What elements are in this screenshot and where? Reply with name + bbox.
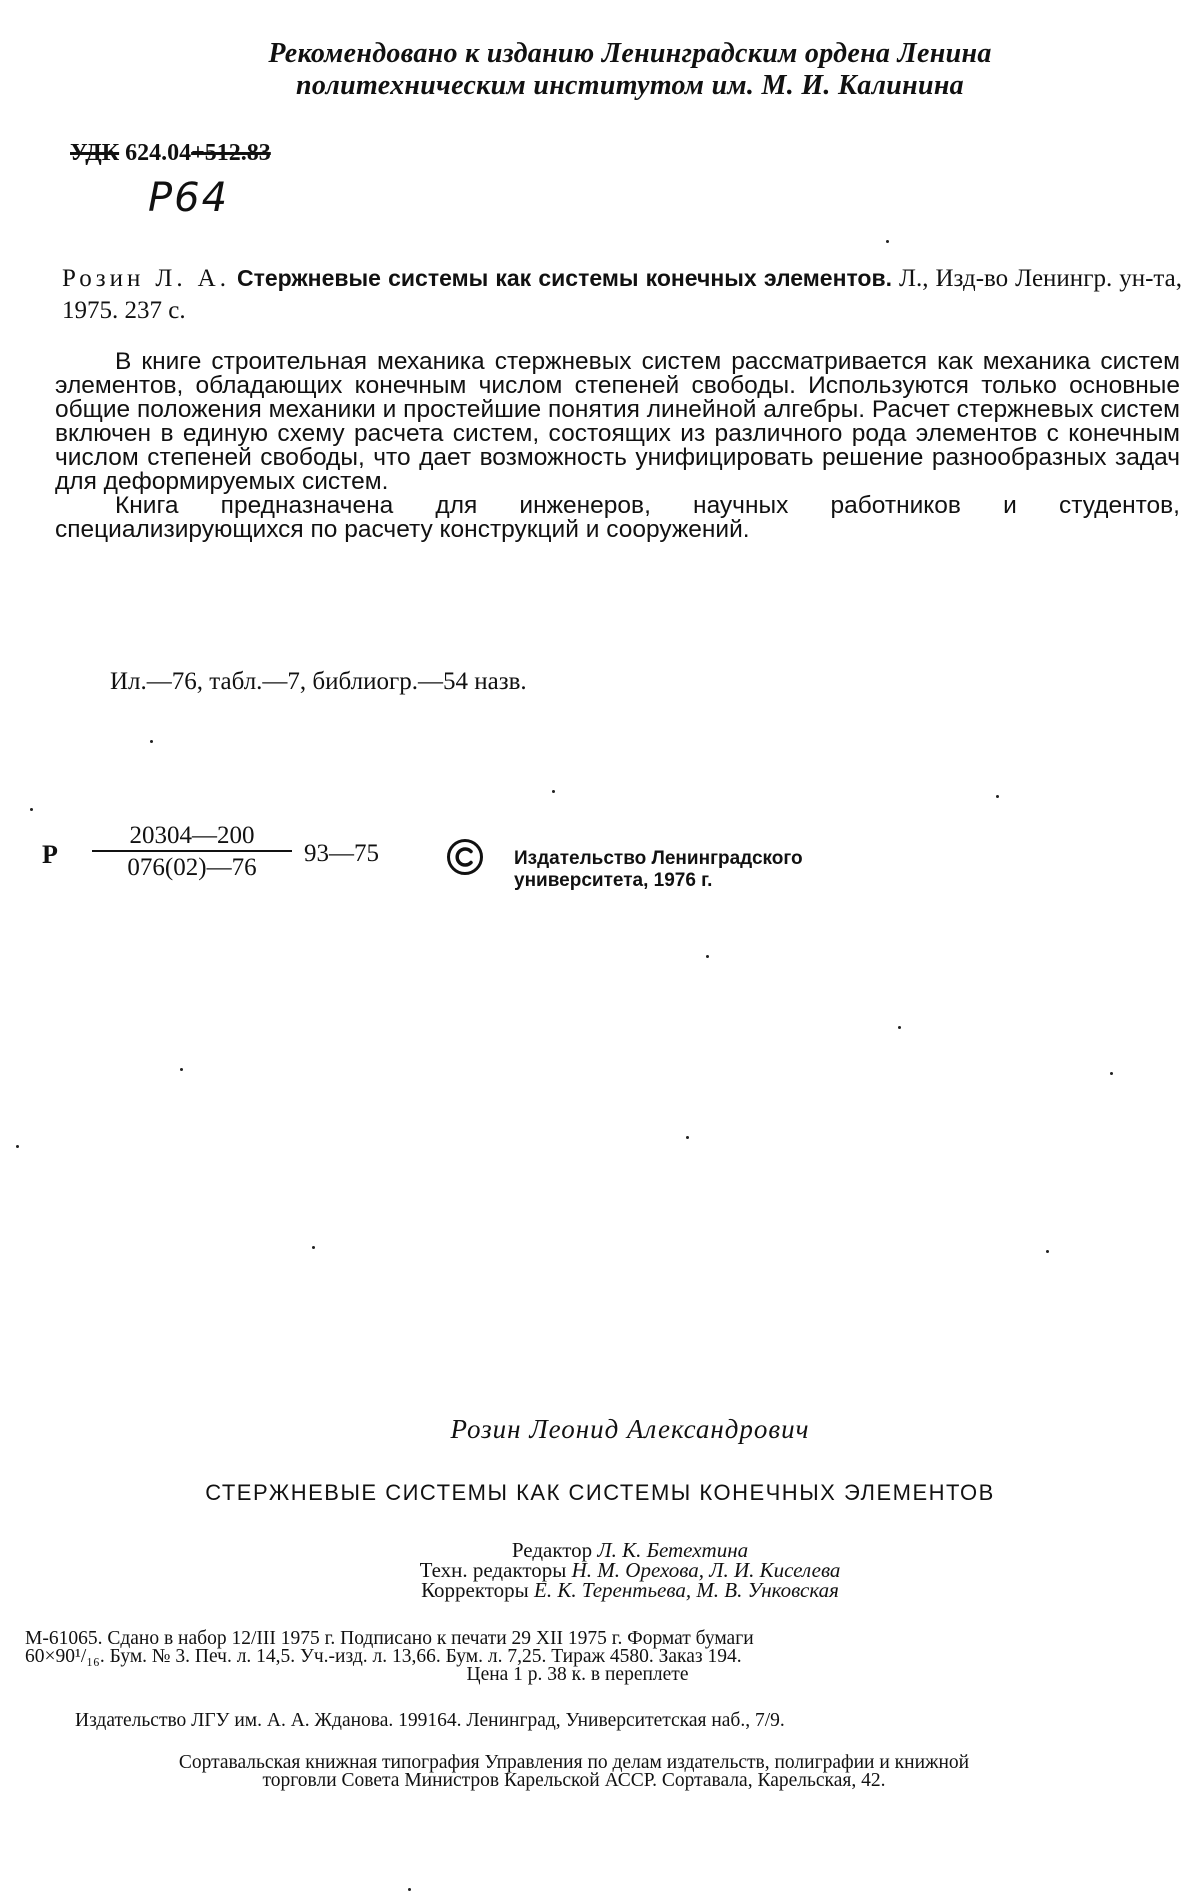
imprint-price: Цена 1 р. 38 к. в переплете	[466, 1664, 689, 1685]
bibliographic-author: Розин Л. А.	[62, 265, 230, 292]
udc-code	[70, 140, 271, 167]
publisher-address: Издательство ЛГУ им. А. А. Жданова. 199164. Ленинград, Университетская наб., 7/9.	[75, 1710, 785, 1731]
printer-line-1: Сортавальская книжная типография Управления по делам издательств, полиграфии и книжной	[178, 1752, 970, 1773]
editor-name: Л. К. Бетехтина	[597, 1538, 749, 1562]
tech-editors-line	[60, 1560, 1200, 1580]
copyright-note	[514, 848, 803, 892]
udc-code-visible: 624.04	[125, 140, 192, 166]
classification-numerator: 20304—200	[92, 822, 292, 852]
scan-speck	[150, 740, 153, 743]
proofreaders-names: Е. К. Терентьева, М. В. Унковская	[534, 1578, 839, 1602]
abstract	[55, 350, 1180, 542]
scan-speck	[898, 1026, 901, 1029]
classification-letter: Р	[42, 840, 58, 869]
imprint-line-2: 60×90¹/₁₆. Бум. № 3. Печ. л. 14,5. Уч.-изд. л. 13,66. Бум. л. 7,25. Тираж 4580. Заказ 194.	[25, 1646, 742, 1667]
scan-speck	[996, 795, 999, 798]
udc-label: УДК	[70, 140, 120, 166]
scan-speck	[408, 1888, 411, 1891]
illustrations-note: Ил.—76, табл.—7, библиогр.—54 назв.	[110, 668, 527, 695]
scan-speck	[886, 240, 889, 243]
print-imprint	[25, 1630, 1130, 1684]
editor-label: Редактор	[511, 1538, 593, 1562]
bibliographic-publication: Л., Изд-во Ленингр. ун-та, 1975. 237 с.	[62, 265, 1182, 324]
recommendation-note	[190, 38, 1070, 102]
bibliographic-entry	[62, 262, 1182, 327]
proofreaders-label: Корректоры	[421, 1578, 529, 1602]
abstract-paragraph-1: В книге строительная механика стержневых систем рассматривается как механика систем элементов, обладающих конечным числом степеней свободы. Используются только основные общие положения механики и простейшие понятия линейной алгебры. Расчет стержневых систем включен в единую схему расчета систем, состоящих из различного рода элементов с конечным числом степеней свободы, что дает возможность унифицировать решение разнообразных задач для деформируемых систем.	[55, 348, 1180, 495]
proofreaders-line	[60, 1580, 1200, 1600]
scan-speck	[1046, 1250, 1049, 1253]
copyright-line-2: университета, 1976 г.	[514, 870, 713, 891]
copyright-icon	[446, 838, 484, 876]
recommendation-line-2: политехническим институтом им. М. И. Калинина	[296, 70, 964, 101]
classification-code	[42, 820, 382, 890]
recommendation-line-1: Рекомендовано к изданию Ленинградским ордена Ленина	[268, 38, 992, 69]
scan-speck	[180, 1068, 183, 1071]
imprint-line-1: М-61065. Сдано в набор 12/III 1975 г. Подписано к печати 29 XII 1975 г. Формат бумаги	[25, 1628, 754, 1649]
bibliographic-title: Стержневые системы как системы конечных элементов.	[236, 265, 893, 291]
handwritten-shelf-code: Р64	[148, 175, 230, 221]
scan-speck	[30, 808, 33, 811]
scan-speck	[706, 955, 709, 958]
printer-line-2: торговли Совета Министров Карельской АССР. Сортавала, Карельская, 42.	[262, 1770, 886, 1791]
scan-speck	[312, 1246, 315, 1249]
scan-speck	[1110, 1072, 1113, 1075]
scan-speck	[686, 1136, 689, 1139]
editor-line	[60, 1540, 1200, 1560]
scan-speck	[16, 1145, 19, 1148]
editorial-staff	[0, 1540, 1200, 1600]
tech-editors-label: Техн. редакторы	[419, 1558, 567, 1582]
classification-suffix: 93—75	[304, 840, 379, 867]
copyright-line-1: Издательство Ленинградского	[514, 848, 803, 869]
abstract-paragraph-2: Книга предназначена для инженеров, научных работников и студентов, специализирующихся по расчету конструкций и сооружений.	[55, 492, 1180, 543]
classification-denominator: 076(02)—76	[127, 854, 257, 881]
colophon-author: Розин Леонид Александрович	[450, 1414, 810, 1444]
tech-editors-names: Н. М. Орехова, Л. И. Киселева	[571, 1558, 841, 1582]
colophon-title: СТЕРЖНЕВЫЕ СИСТЕМЫ КАК СИСТЕМЫ КОНЕЧНЫХ ЭЛЕМЕНТОВ	[205, 1480, 995, 1505]
scan-speck	[552, 790, 555, 793]
printer-info	[18, 1754, 1130, 1790]
udc-code-struck: +512.83	[191, 140, 271, 166]
